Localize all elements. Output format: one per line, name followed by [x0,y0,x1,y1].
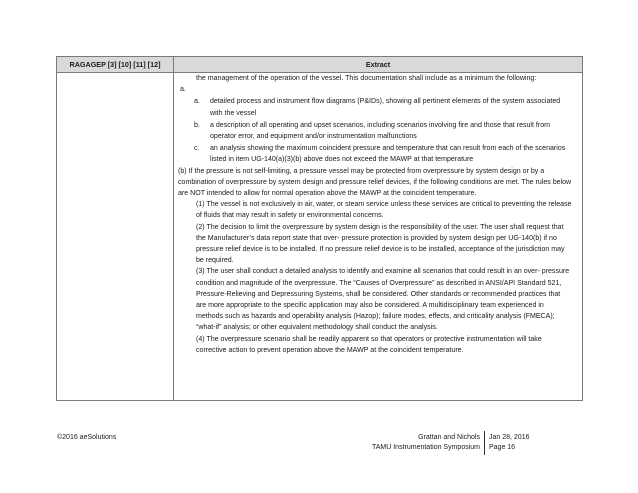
footer-copyright: ©2016 aeSolutions [57,434,117,441]
list-item [174,143,582,165]
list-item [174,96,582,118]
list-item-text: a description of all operating and upset scenarios, including scenarios involving fire and those that result from operator error, and equipment and/or instrumentation malfunctions [210,121,551,141]
numbered-paragraph: (3) The user shall conduct a detailed analysis to identify and examine all scenarios that could result in an over- pressure condition and magnitude of the overpressure. The “Causes of Overpressure” as described in ANSI/API Standard 521, Pressure-Relieving and Depressuring Systems, shall be considered. Other standards or recommended practices that are more appropriate to the specific application may also be considered. A multidisciplinary team experienced in methods such as hazards and operability analysis (Hazop); failure modes, effects, and criticality analysis (FMECA); “what-if” analysis; or other equivalent methodology shall conduct the analysis. [196,268,570,332]
list-item-text: an analysis showing the maximum coincident pressure and temperature that can result from each of the scenarios listed in item UG-140(a)(3)(b) above does not exceed the MAWP at that temperature [210,145,566,164]
footer-page-number: Page 16 [489,444,516,451]
footer-divider [484,431,485,455]
extract-table [56,56,583,401]
list-item [174,120,582,142]
footer-meta [489,433,529,453]
numbered-paragraph: (1) The vessel is not exclusively in air, water, or steam service unless these services are critical to preventing the release of fluids that may result in safety or environmental concerns. [196,201,572,220]
footer-authors: Grattan and Nichols [418,434,480,441]
header-extract: Extract [365,60,391,69]
ragagep-cell [57,73,174,400]
numbered-paragraph: (4) The overpressure scenario shall be readily apparent so that operators or protective instrumentation will take corrective action to prevent operation above the MAWP at the coincident temperature. [196,335,542,354]
header-ragagep: RAGAGEP [3] [10] [11] [12] [57,57,174,72]
intro-text: the management of the operation of the vessel. This documentation shall include as a minimum the following: [196,75,537,82]
footer-date: Jan 28, 2016 [489,434,530,441]
extract-cell [174,73,582,400]
footer-event: TAMU Instrumentation Symposium [371,444,480,451]
list-item-text: detailed process and instrument flow diagrams (P&IDs), showing all pertinent elements of the system associated with the vessel [210,98,561,117]
list-marker: a. [194,98,200,106]
numbered-paragraph: (2) The decision to limit the overpressure by system design is the responsibility of the user. The user shall request that the Manufacturer’s data report state that over- pressure protection is provided by system design per UG-140(b) if no pressure relief device is to be installed. If no pressure relief device is to be installed, acceptance of the jurisdiction may be required. [196,223,565,265]
list-marker: c. [194,145,200,153]
list-marker: b. [194,121,200,129]
alpha-label: a. [180,86,186,94]
paragraph-b: (b) If the pressure is not self-limiting, a pressure vessel may be protected from overpressure by system design or by a combination of overpressure by system design and pressure relief devices, if the following conditions are met. The rules below are NOT intended to allow for normal operation above the MAWP at the coincident temperature. [178,167,572,198]
footer-presentation [338,433,480,453]
table-header [57,57,582,73]
